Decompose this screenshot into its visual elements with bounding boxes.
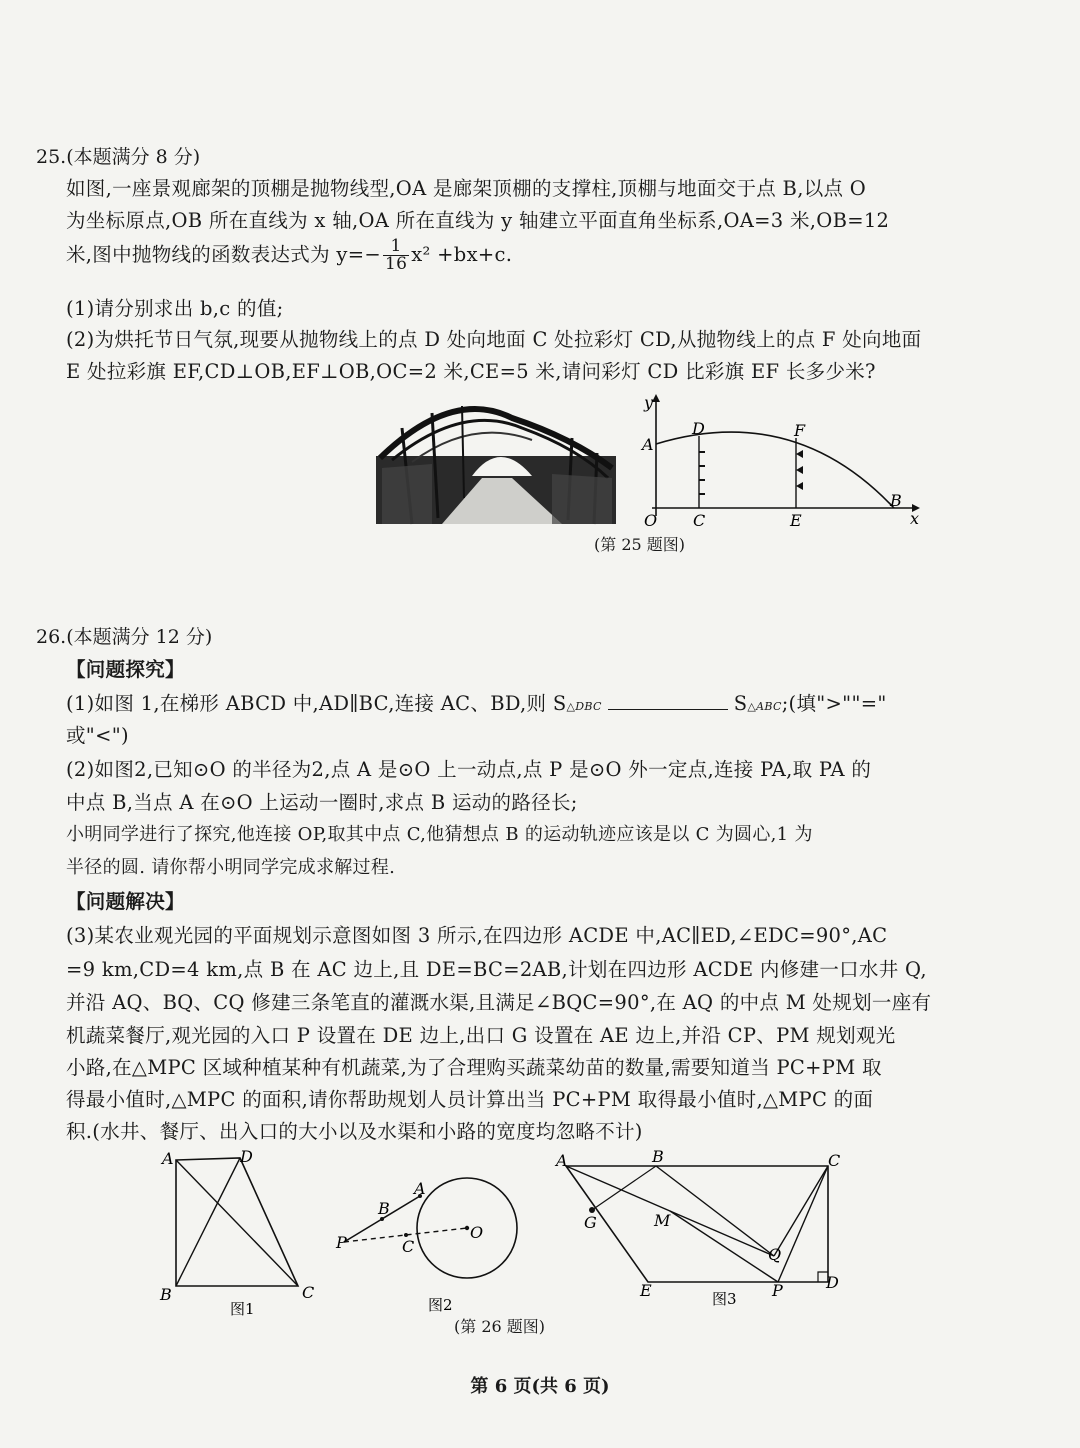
label-E: E — [790, 511, 802, 530]
figure-1-trapezoid — [156, 1148, 326, 1318]
q26-l1-sub1: △DBC — [566, 700, 602, 713]
q26-l1-tail: ;(填">""=" — [781, 692, 887, 715]
q25-coordinate-diagram — [636, 392, 926, 532]
q26-line-5: 小明同学进行了探究,他连接 OP,取其中点 C,他猜想点 B 的运动轨迹应该是以 C 为圆心,1 为 — [66, 824, 813, 845]
y-axis-arrow — [652, 394, 660, 402]
fig3-name: 图3 — [712, 1290, 737, 1308]
q26-caption: (第 26 题图) — [454, 1317, 546, 1336]
fig3-label-B: B — [652, 1148, 664, 1166]
fig2-label-C: C — [402, 1237, 415, 1256]
page-footer: 第 6 页(共 6 页) — [470, 1376, 610, 1397]
q26-line-13: 积.(水井、餐厅、出入口的大小以及水渠和小路的宽度均忽略不计) — [66, 1120, 643, 1143]
q26-line-7: (3)某农业观光园的平面规划示意图如图 3 所示,在四边形 ACDE 中,AC∥ED,∠EDC=90°,AC — [66, 924, 888, 947]
fig1-label-D: D — [240, 1148, 253, 1166]
label-D: D — [692, 419, 705, 438]
q25-heading: 25.(本题满分 8 分) — [36, 146, 201, 168]
fig2-name: 图2 — [428, 1296, 453, 1314]
q26-line-2: 或"<") — [66, 724, 129, 747]
figure-2-circle — [334, 1170, 534, 1320]
fig2-label-O: O — [470, 1223, 484, 1242]
q26-l1-sub2: △ABC — [747, 700, 782, 713]
fig3-label-M: M — [654, 1211, 671, 1230]
answer-blank[interactable] — [608, 693, 728, 710]
fig2-label-A: A — [414, 1179, 426, 1198]
fig3-label-A: A — [556, 1151, 568, 1170]
parabola — [656, 432, 894, 508]
q25-fraction-numerator: 1 — [383, 238, 409, 256]
q26-section-solve: 【问题解决】 — [66, 890, 185, 913]
q26-line-1 — [66, 688, 887, 716]
q25-fraction — [383, 238, 409, 273]
q26-line-11: 小路,在△MPC 区域种植某种有机蔬菜,为了合理购买蔬菜幼苗的数量,需要知道当 PC+PM 取 — [66, 1056, 882, 1079]
q26-l1-text: (1)如图 1,在梯形 ABCD 中,AD∥BC,连接 AC、BD,则 S — [66, 692, 567, 715]
label-x: x — [910, 509, 920, 528]
label-A: A — [642, 435, 654, 454]
flag-marks — [796, 450, 803, 490]
q26-line-6: 半径的圆. 请你帮小明同学完成求解过程. — [66, 857, 396, 878]
q25-pergola-photo — [372, 398, 620, 526]
q25-line-1: 如图,一座景观廊架的顶棚是抛物线型,OA 是廊架顶棚的支撑柱,顶棚与地面交于点 B,以点 O — [66, 177, 867, 200]
label-y: y — [644, 393, 654, 412]
fig3-label-P: P — [772, 1281, 783, 1300]
fig1-name: 图1 — [230, 1300, 255, 1318]
q25-line-5: (2)为烘托节日气氛,现要从抛物线上的点 D 处向地面 C 处拉彩灯 CD,从抛物线上的点 F 处向地面 — [66, 328, 922, 351]
q26-l1-s: S — [733, 692, 748, 715]
q25-formula-prefix: 米,图中抛物线的函数表达式为 y=− — [66, 243, 381, 266]
q26-line-12: 得最小值时,△MPC 的面积,请你帮助规划人员计算出当 PC+PM 取得最小值时,△MPC 的面 — [66, 1088, 874, 1111]
q26-line-3: (2)如图2,已知⊙O 的半径为2,点 A 是⊙O 上一动点,点 P 是⊙O 外一定点,连接 PA,取 PA 的 — [66, 758, 872, 781]
q26-line-9: 并沿 AQ、BQ、CQ 修建三条笔直的灌溉水渠,且满足∠BQC=90°,在 AQ 的中点 M 处规划一座有 — [66, 991, 932, 1014]
q26-section-explore: 【问题探究】 — [66, 658, 185, 681]
fig2-label-P: P — [336, 1233, 347, 1252]
figure-3-quadrilateral — [552, 1148, 852, 1318]
lantern-marks — [699, 452, 705, 494]
label-B: B — [890, 491, 902, 510]
fig3-label-G: G — [584, 1213, 597, 1232]
fig3-label-E: E — [640, 1281, 652, 1300]
fig1-label-B: B — [160, 1285, 172, 1304]
q26-line-8: =9 km,CD=4 km,点 B 在 AC 边上,且 DE=BC=2AB,计划在四边形 ACDE 内修建一口水井 Q, — [66, 958, 927, 981]
fig1-label-A: A — [162, 1149, 174, 1168]
label-C: C — [693, 511, 706, 530]
q26-line-10: 机蔬菜餐厅,观光园的入口 P 设置在 DE 边上,出口 G 设置在 AE 边上,并沿 CP、PM 规划观光 — [66, 1024, 896, 1047]
q25-line-6: E 处拉彩旗 EF,CD⊥OB,EF⊥OB,OC=2 米,CE=5 米,请问彩灯 CD 比彩旗 EF 长多少米? — [66, 360, 876, 383]
fig3-label-Q: Q — [768, 1245, 782, 1264]
fig1-label-C: C — [302, 1283, 315, 1302]
q25-line-3 — [66, 238, 512, 273]
q25-caption: (第 25 题图) — [594, 535, 686, 554]
fig2-label-B: B — [378, 1199, 390, 1218]
label-O: O — [644, 511, 658, 530]
q25-fraction-denominator: 16 — [385, 254, 408, 274]
q25-line-2: 为坐标原点,OB 所在直线为 x 轴,OA 所在直线为 y 轴建立平面直角坐标系,OA=3 米,OB=12 — [66, 209, 890, 232]
q25-line-4: (1)请分别求出 b,c 的值; — [66, 297, 284, 320]
q26-heading: 26.(本题满分 12 分) — [36, 626, 213, 648]
fig3-label-C: C — [828, 1151, 841, 1170]
q25-formula-suffix: x² +bx+c. — [411, 243, 513, 266]
label-F: F — [794, 421, 806, 440]
q26-line-4: 中点 B,当点 A 在⊙O 上运动一圈时,求点 B 运动的路径长; — [66, 791, 578, 814]
fig3-label-D: D — [826, 1273, 839, 1292]
